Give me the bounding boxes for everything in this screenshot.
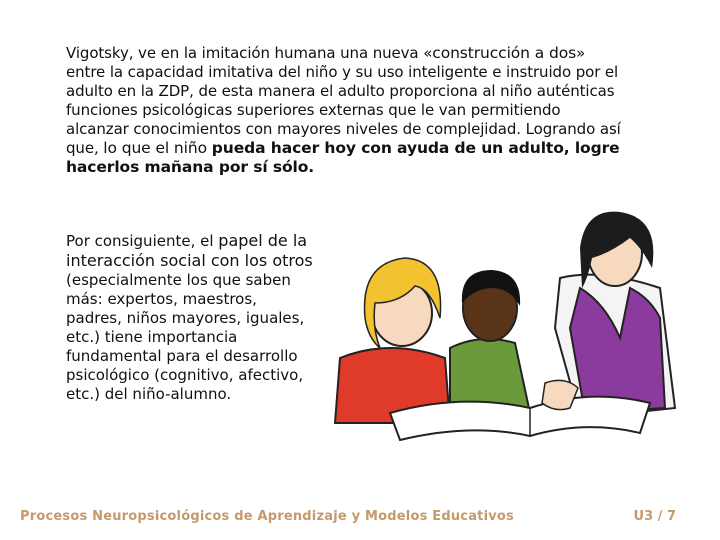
secondary-paragraph [66, 231, 316, 404]
emphasis-conclusion: pueda hacer hoy con ayuda de un adulto, logre hacerlos mañana por sí sólo. [66, 139, 620, 176]
paragraph-text: (especialmente los que saben más: expertos, maestros, padres, niños mayores, iguales, etc.) tiene importancia fundamental para el desarrollo psicológico (cognitivo, afectivo, etc.) del niño-alumno. [66, 271, 305, 403]
footer-course-title: Procesos Neuropsicológicos de Aprendizaje y Modelos Educativos [20, 509, 514, 524]
main-paragraph [66, 44, 626, 177]
paragraph-text: Vigotsky, ve en la imitación humana una nueva « [66, 44, 433, 62]
paragraph-text: Por consiguiente, el [66, 232, 219, 250]
footer-page-number: U3 / 7 [633, 509, 676, 524]
paragraph-text: » entre la capacidad imitativa del niño y su uso inteligente e instruido por el adulto en la ZDP, de esta manera el adulto proporciona al niño auténticas funciones psicológicas superiores externas que le van permitiendo alcanzar conocimientos con mayores niveles de complejidad. Logrando así que, [66, 44, 621, 157]
emphasis-interaccion-social: papel de la interacción social con los otros [66, 231, 313, 270]
emphasis-lo-que-el-nino: lo que el niño [103, 139, 212, 157]
teacher-reading-with-children-illustration [330, 208, 690, 448]
emphasis-construccion: construcción a dos [432, 44, 577, 62]
